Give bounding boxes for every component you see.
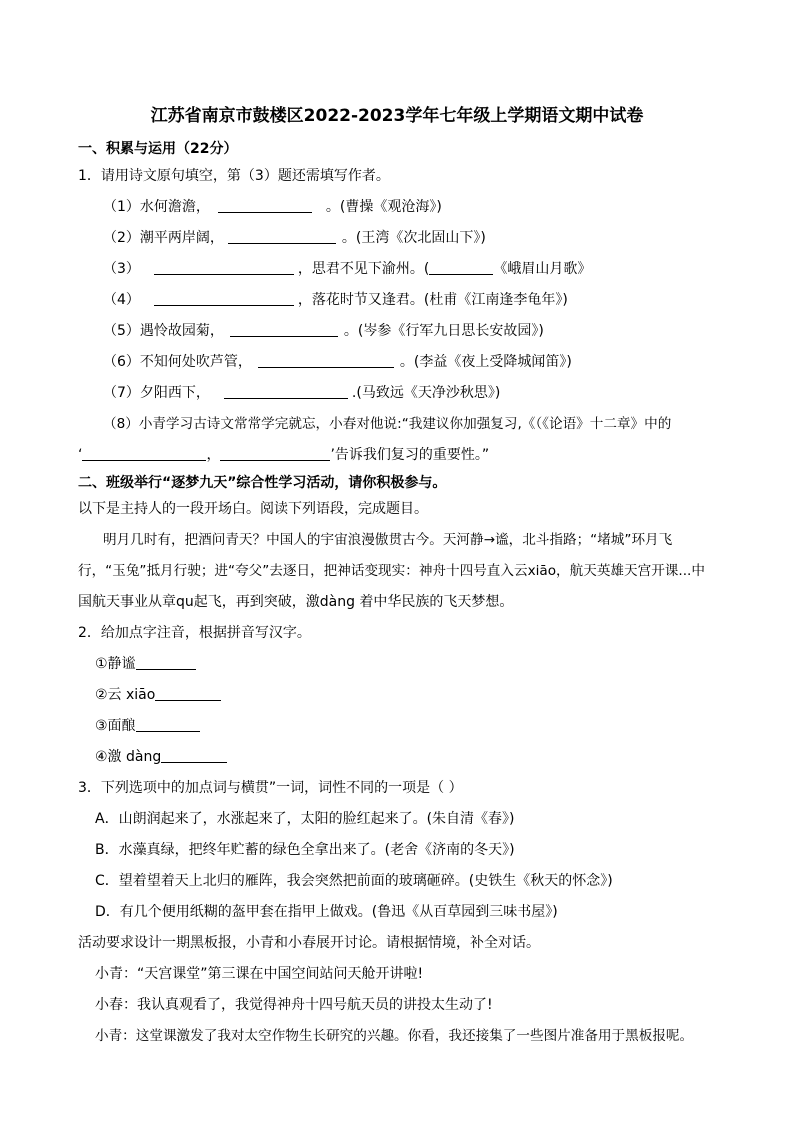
fill-item-3-source: 《峨眉山月歌》 — [493, 261, 592, 277]
answer-blank-4[interactable] — [154, 291, 294, 306]
fill-item-3-pre: （3） — [103, 261, 140, 277]
answer-blank-8a[interactable] — [82, 446, 206, 461]
answer-blank-1[interactable] — [218, 198, 312, 213]
section2-intro: 以下是主持人的一段开场白。阅读下列语段，完成题目。 — [78, 501, 428, 517]
fill-item-3-post: ，思君不见下渝州。( — [297, 261, 430, 277]
q2-answer-3[interactable] — [136, 717, 200, 732]
answer-blank-8b[interactable] — [220, 446, 330, 461]
fill-item-5 — [103, 322, 544, 340]
fill-item-6-post: 。(李益《夜上受降城闻笛》) — [399, 354, 572, 370]
q3-option-b[interactable]: B．水藻真绿，把终年贮蓄的绿色全拿出来了。(老舍《济南的冬天》) — [95, 842, 515, 858]
fill-item-4-post: ，落花时节又逢君。(杜甫《江南逢李龟年》) — [297, 292, 568, 308]
answer-blank-6[interactable] — [258, 353, 394, 368]
fill-item-5-pre: （5）遇怜故园菊， — [103, 323, 224, 339]
question-1-stem: 1．请用诗文原句填空，第（3）题还需填写作者。 — [78, 168, 390, 184]
q2-item-3-label: ③面酿 — [95, 718, 136, 734]
fill-item-4-pre: （4） — [103, 292, 140, 308]
answer-blank-7[interactable] — [224, 384, 348, 399]
activity-instruction: 活动要求设计一期黑板报，小青和小春展开讨论。请根据情境，补全对话。 — [78, 935, 540, 951]
q2-item-3 — [95, 717, 200, 735]
section1-heading: 一、积累与运用（22分） — [78, 141, 238, 157]
q2-item-2 — [95, 686, 221, 704]
q2-item-4-label: ④激 dàng — [95, 749, 162, 765]
answer-blank-3[interactable] — [154, 260, 294, 275]
q2-item-4 — [95, 748, 227, 766]
fill-item-1 — [103, 198, 442, 216]
fill-item-6 — [103, 353, 572, 371]
fill-item-2-post: 。(王湾《次北固山下》) — [341, 230, 486, 246]
fill-item-8-line1: （8）小青学习古诗文常常学完就忘，小春对他说:“我建议你加强复习,《（《论语》十二章》中的 — [103, 416, 672, 432]
q2-answer-4[interactable] — [161, 748, 227, 763]
dialog-line-3: 小青：这堂课激发了我对太空作物生长研究的兴趣。你看，我还接集了一些图片准备用于黑板报呢。 — [95, 1028, 694, 1044]
dialog-line-2: 小春：我认真观看了，我觉得神舟十四号航天员的讲投太生动了! — [95, 997, 493, 1013]
q2-answer-1[interactable] — [136, 655, 196, 670]
question-2-stem: 2．给加点字注音，根据拼音写汉字。 — [78, 625, 311, 641]
q3-option-a[interactable]: A．山朗润起来了，水涨起来了，太阳的脸红起来了。(朱自清《春》) — [95, 811, 515, 827]
fill-item-8-post: ’告诉我们复习的重要性。” — [330, 447, 490, 463]
fill-item-6-pre: （6）不知何处吹芦管， — [103, 354, 252, 370]
question-3-stem: 3．下列选项中的加点词与横贯”一词，词性不同的一项是（ ） — [78, 780, 463, 796]
fill-item-2 — [103, 229, 486, 247]
open-quote: ‘ — [78, 447, 83, 463]
fill-item-7 — [103, 384, 500, 402]
q3-option-c[interactable]: C．望着望着天上北归的雁阵，我会突然把前面的玻璃砸碎。(史铁生《秋天的怀念》) — [95, 873, 613, 889]
fill-item-7-post: .(马致远《天净沙秋思》) — [351, 385, 501, 401]
q2-item-2-label: ②云 xiāo — [95, 687, 156, 703]
answer-blank-5[interactable] — [230, 322, 338, 337]
q2-item-1-label: ①静谧 — [95, 656, 136, 672]
q2-item-1 — [95, 655, 196, 673]
answer-blank-3-author[interactable] — [429, 260, 493, 275]
dialog-line-1: 小青：“天宫课堂”第三课在中国空间站问天舱开讲啦! — [95, 966, 424, 982]
page-title: 江苏省南京市鼓楼区2022-2023学年七年级上学期语文期中试卷 — [150, 106, 644, 126]
fill-item-7-pre: （7）夕阳西下， — [103, 385, 210, 401]
reading-paragraph-line3: 国航天事业从章qu起飞，再到突破，激dàng 着中华民族的飞天梦想。 — [78, 594, 514, 610]
fill-item-1-pre: （1）水何澹澹， — [103, 199, 210, 215]
comma: ， — [206, 447, 221, 463]
q3-option-d[interactable]: D．有几个便用纸糊的盔甲套在指甲上做戏。(鲁迅《从百草园到三味书屋》) — [95, 904, 558, 920]
fill-item-5-post: 。(岑参《行军九日思长安故园》) — [343, 323, 544, 339]
fill-item-1-post: 。(曹操《观沧海》) — [325, 199, 442, 215]
section2-heading: 二、班级举行“逐梦九天”综合性学习活动，请你积极参与。 — [78, 475, 447, 491]
fill-item-2-pre: （2）潮平两岸阔， — [103, 230, 224, 246]
q2-answer-2[interactable] — [155, 686, 221, 701]
fill-item-4 — [103, 291, 568, 309]
reading-paragraph-line2: 行，“玉兔”抵月行驶；进“夸父”去逐日，把神话变现实：神舟十四号直入云xiāo，航天英雄天宫开课...中 — [78, 563, 705, 579]
answer-blank-2[interactable] — [228, 229, 336, 244]
fill-item-3 — [103, 260, 591, 278]
fill-item-8-line2 — [78, 446, 489, 464]
reading-paragraph-line1: 明月几时有，把酒问青天？中国人的宇宙浪漫傲贯古今。天河静→谧，北斗指路；“堵城”环月飞 — [103, 532, 673, 548]
